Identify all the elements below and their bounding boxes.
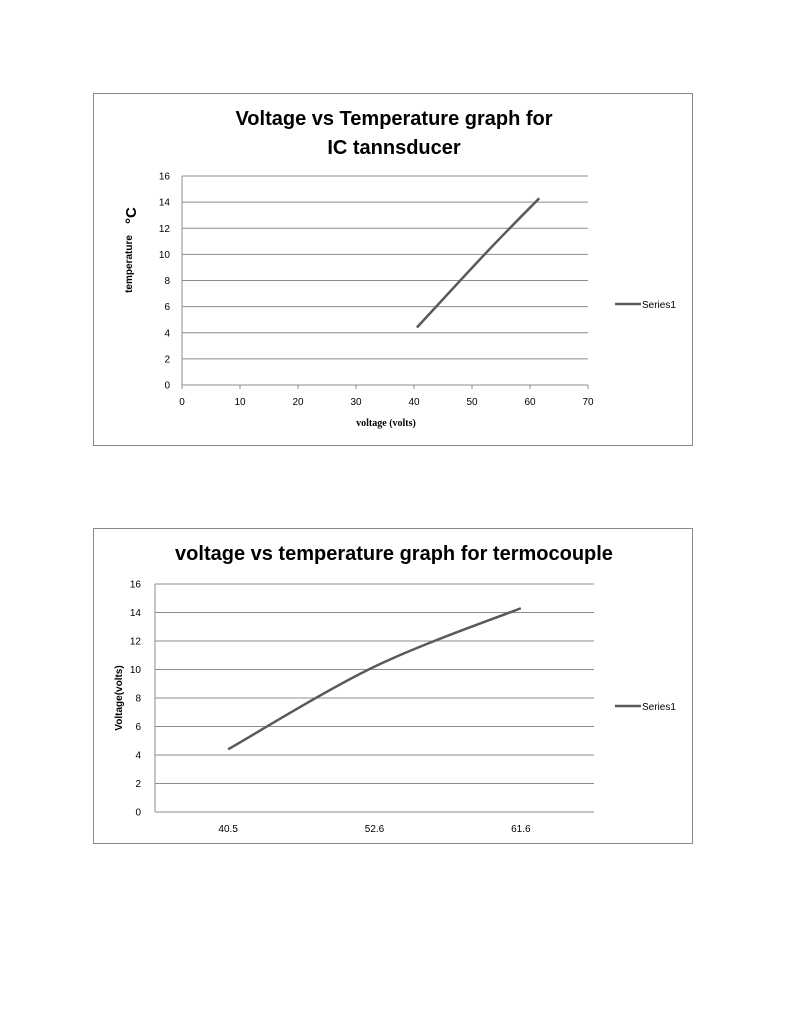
x-tick-label: 61.6 [511,824,531,835]
y-tick-label: 0 [135,807,141,819]
chart-termocouple [93,528,693,844]
x-tick-label: 10 [234,397,246,408]
y-tick-label: 16 [129,579,141,591]
gridlines [182,176,588,389]
y-tick-label: 6 [135,722,141,733]
x-tick-labels [179,397,594,408]
y-axis-label: Voltage(volts) [114,665,125,731]
gridlines [155,584,594,812]
y-tick-label: 6 [164,302,170,314]
y-tick-label: 8 [135,693,141,705]
y-tick-label: 2 [135,779,141,790]
y-tick-label: 12 [129,636,141,648]
x-tick-label: 20 [292,397,304,408]
y-tick-label: 4 [135,750,141,762]
x-tick-label: 0 [179,397,185,408]
series-group [417,198,539,327]
series-line [228,608,521,749]
chart-termocouple-svg [94,529,694,845]
chart-title-line-1: Voltage vs Temperature graph for [235,108,553,130]
y-tick-label: 0 [164,380,170,392]
legend-label: Series1 [642,300,676,311]
y-tick-label: 10 [158,249,170,261]
y-tick-label: 4 [164,328,170,340]
series-group [228,608,521,749]
x-axis-label: voltage (volts) [356,418,416,429]
y-tick-labels [159,172,171,392]
x-tick-label: 60 [524,397,536,408]
y-axis-label: temperature [124,235,135,293]
legend-label: Series1 [642,702,676,713]
x-tick-label: 30 [350,397,362,408]
x-tick-label: 40.5 [218,824,238,835]
y-axis-unit: °C [123,207,140,224]
x-tick-labels [218,824,531,835]
x-tick-label: 52.6 [364,824,385,835]
x-tick-label: 70 [582,397,594,408]
y-tick-label: 12 [158,223,170,235]
y-tick-label: 16 [158,171,170,183]
chart-title: voltage vs temperature graph for termocouple [175,543,613,565]
y-tick-label: 10 [129,665,141,676]
x-tick-label: 40 [408,397,420,408]
y-tick-labels [130,580,142,819]
y-tick-label: 14 [129,608,141,619]
x-tick-label: 50 [466,397,478,408]
y-tick-label: 8 [164,276,170,287]
y-tick-label: 2 [164,354,170,366]
chart-ic-transducer [93,93,693,446]
series-line [417,198,539,327]
y-tick-label: 14 [158,197,170,209]
chart-ic-transducer-svg [94,94,694,447]
chart-title-line-2: IC tannsducer [327,137,461,159]
